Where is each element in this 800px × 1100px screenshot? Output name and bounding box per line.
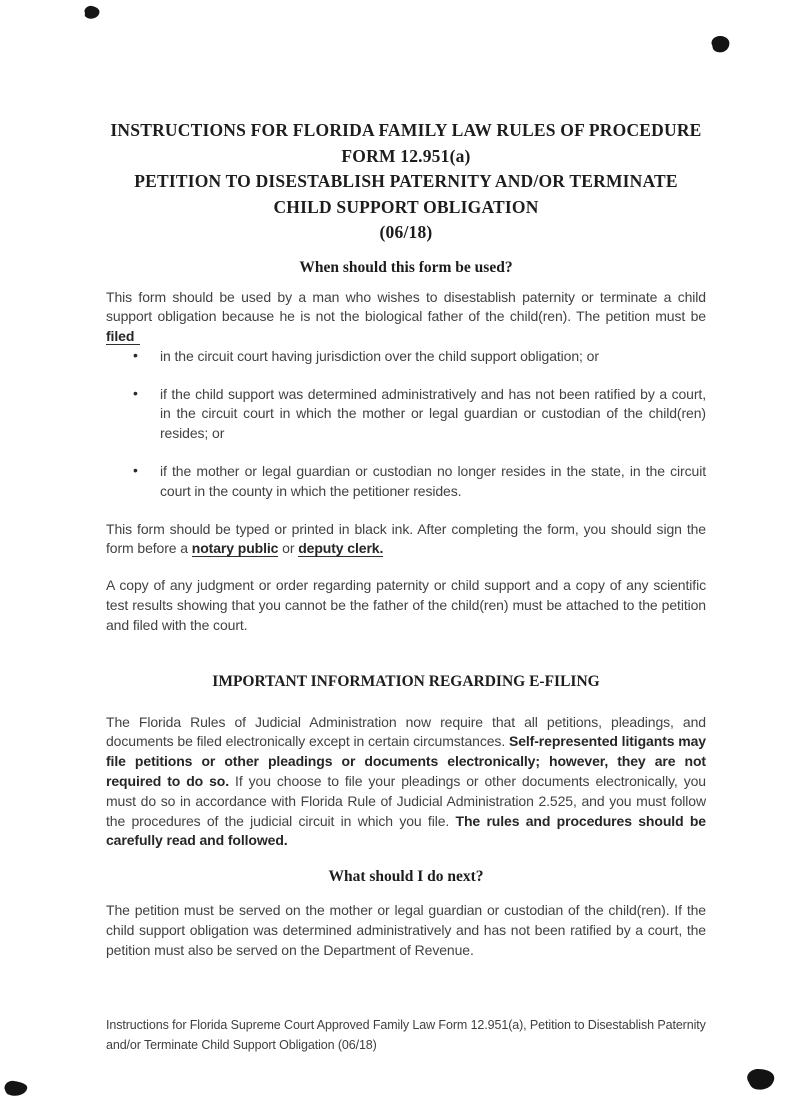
list-item-circuit-court: • in the circuit court having jurisdiction over the child support obligation; or [106,347,706,367]
scan-smudge-top-left-icon [82,5,101,25]
title-line-1: INSTRUCTIONS FOR FLORIDA FAMILY LAW RULES OF PROCEDURE [110,120,702,140]
notary-public-underlined-emphasis: notary public [191,540,279,557]
heading-efiling: IMPORTANT INFORMATION REGARDING E-FILING [212,672,600,690]
intro-paragraph [106,288,706,347]
heading-when-used: When should this form be used? [299,258,513,276]
intro-text-run: This form should be used by a man who wishes to disestablish paternity or terminate a child support obligation because he is not the biological father of the child(ren). The petition must be [106,288,706,325]
title-line-4: CHILD SUPPORT OBLIGATION [273,196,539,217]
title-line-5: (06/18) [379,222,433,242]
attachments-paragraph: A copy of any judgment or order regarding paternity or child support and a copy of any scientific test results showing that you cannot be the father of the child(ren) must be attached to the petition and filed with the court. [106,577,706,633]
scan-smudge-top-right-icon [708,35,731,59]
signing-text-run-2: or [278,540,299,557]
page-footer: Instructions for Florida Supreme Court Approved Family Law Form 12.951(a), Petition to Disestablish Paternity and/or Terminate Child Support Obligation (06/18) [106,1018,706,1052]
list-item-administrative: • if the child support was determined administratively and has not been ratified by a court, in the circuit court in which the mother or legal guardian or custodian of the child(ren) resides; or [106,385,706,444]
list-item-out-of-state: • if the mother or legal guardian or custodian no longer resides in the state, in the circuit court in the county in which the petitioner resides. [106,462,706,502]
efiling-text-run-1: The Florida Rules of Judicial Administration now require that all petitions, pleadings, and documents be filed electronically except in certain circumstances. [106,713,706,750]
signing-text-run-1: This form should be typed or printed in black ink. After completing the form, you should sign the form before a [106,520,706,557]
filed-underlined-emphasis: filed [106,328,140,345]
efiling-text-run-2: If you choose to file your pleadings or other documents electronically, you must do so in accordance with Florida Rule of Judicial Administration 2.525, and you must follow the procedures of the judicial circuit in which you file. [106,773,706,829]
efiling-paragraph [106,713,706,852]
scan-smudge-bottom-left-icon [3,1079,29,1100]
deputy-clerk-underlined-emphasis: deputy clerk. [298,540,384,557]
document-title [106,118,706,246]
title-line-3: PETITION TO DISESTABLISH PATERNITY AND/OR TERMINATE [134,171,678,191]
heading-what-next: What should I do next? [328,868,484,886]
signing-paragraph [106,520,706,560]
efiling-bold-run-2: The rules and procedures should be carefully read and followed. [106,812,706,849]
scan-smudge-bottom-right-icon [745,1068,776,1096]
efiling-bold-run-1: Self-represented litigants may file petitions or other pleadings or documents electronically; however, they are not required to do so. [106,733,706,790]
title-line-2: FORM 12.951(a) [341,145,471,166]
next-steps-paragraph: The petition must be served on the mother or legal guardian or custodian of the child(ren). If the child support obligation was determined administratively and has not been ratified by a court, the petition must also be served on the Department of Revenue. [106,902,706,958]
document-body [106,118,706,978]
filing-locations-list [106,347,706,502]
